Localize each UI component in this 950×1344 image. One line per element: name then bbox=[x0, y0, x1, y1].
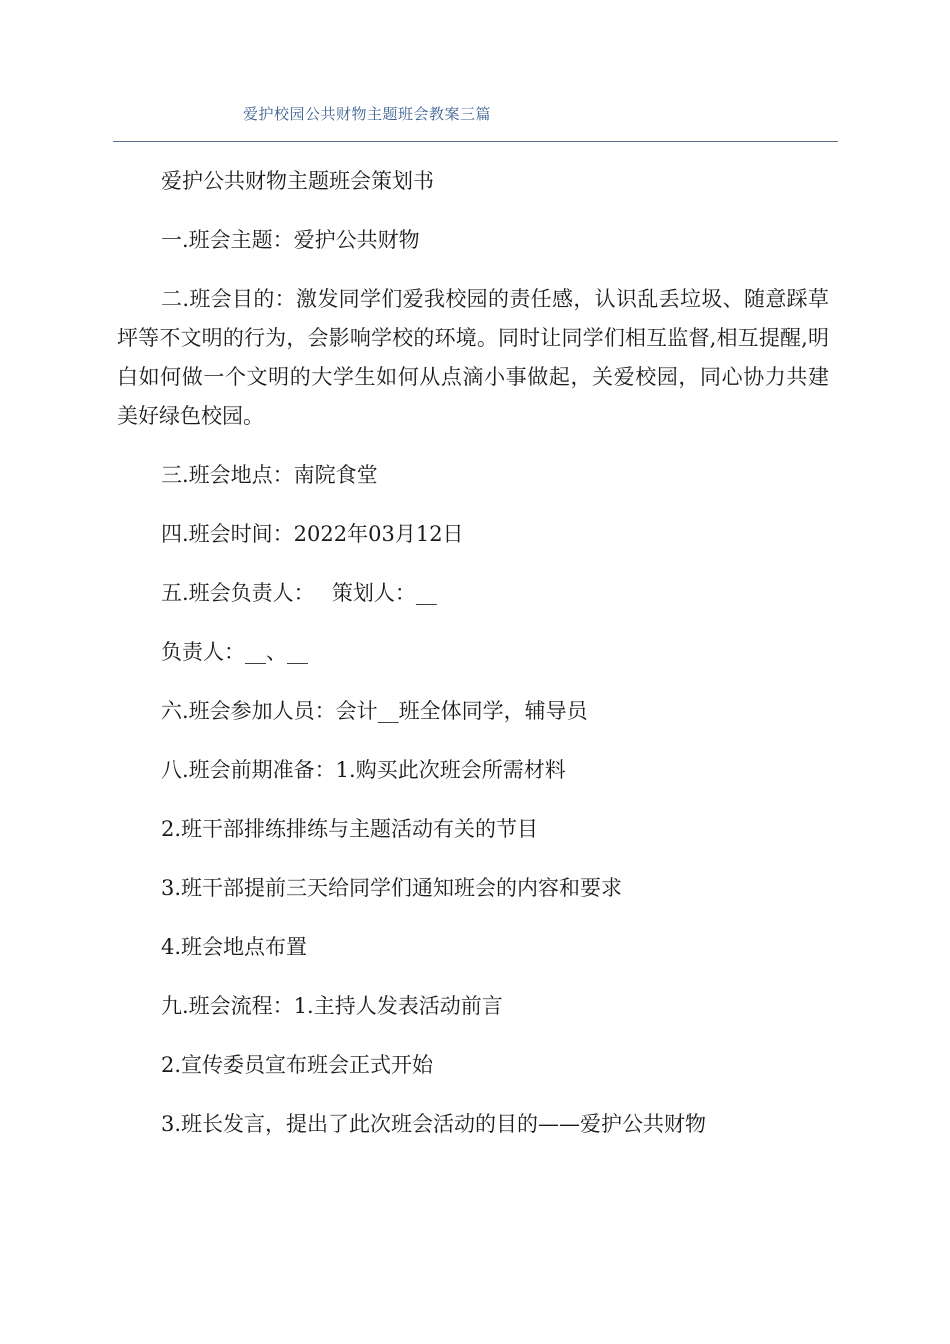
paragraph-location: 三.班会地点：南院食堂 bbox=[161, 463, 378, 487]
paragraph-process-item-2: 2.宣传委员宣布班会正式开始 bbox=[161, 1053, 434, 1077]
paragraph-time: 四.班会时间：2022年03月12日 bbox=[161, 522, 464, 546]
header-divider bbox=[113, 141, 838, 142]
paragraph-prep-item-4: 4.班会地点布置 bbox=[161, 935, 308, 959]
paragraph-preparation: 八.班会前期准备：1.购买此次班会所需材料 bbox=[161, 758, 566, 782]
paragraph-prep-item-2: 2.班干部排练排练与主题活动有关的节目 bbox=[161, 817, 539, 841]
paragraph-process: 九.班会流程：1.主持人发表活动前言 bbox=[161, 994, 503, 1018]
paragraph-responsible: 负责人：__、__ bbox=[161, 640, 308, 664]
document-title: 爱护公共财物主题班会策划书 bbox=[161, 169, 434, 193]
paragraph-participants: 六.班会参加人员：会计__班全体同学，辅导员 bbox=[161, 699, 588, 723]
paragraph-theme: 一.班会主题：爱护公共财物 bbox=[161, 228, 420, 252]
paragraph-purpose: 二.班会目的：激发同学们爱我校园的责任感，认识乱丢垃圾、随意踩草坪等不文明的行为，会影响学校的环境。同时让同学们相互监督,相互提醒,明白如何做一个文明的大学生如何从点滴小事做起，关爱校园，同心协力共建美好绿色校园。 bbox=[117, 287, 829, 428]
page-header-title: 爱护校园公共财物主题班会教案三篇 bbox=[243, 105, 492, 123]
paragraph-prep-item-3: 3.班干部提前三天给同学们通知班会的内容和要求 bbox=[161, 876, 623, 900]
paragraph-organizer: 五.班会负责人： 策划人：__ bbox=[161, 581, 437, 605]
document-body bbox=[117, 162, 829, 1164]
paragraph-process-item-3: 3.班长发言，提出了此次班会活动的目的——爱护公共财物 bbox=[161, 1112, 707, 1136]
